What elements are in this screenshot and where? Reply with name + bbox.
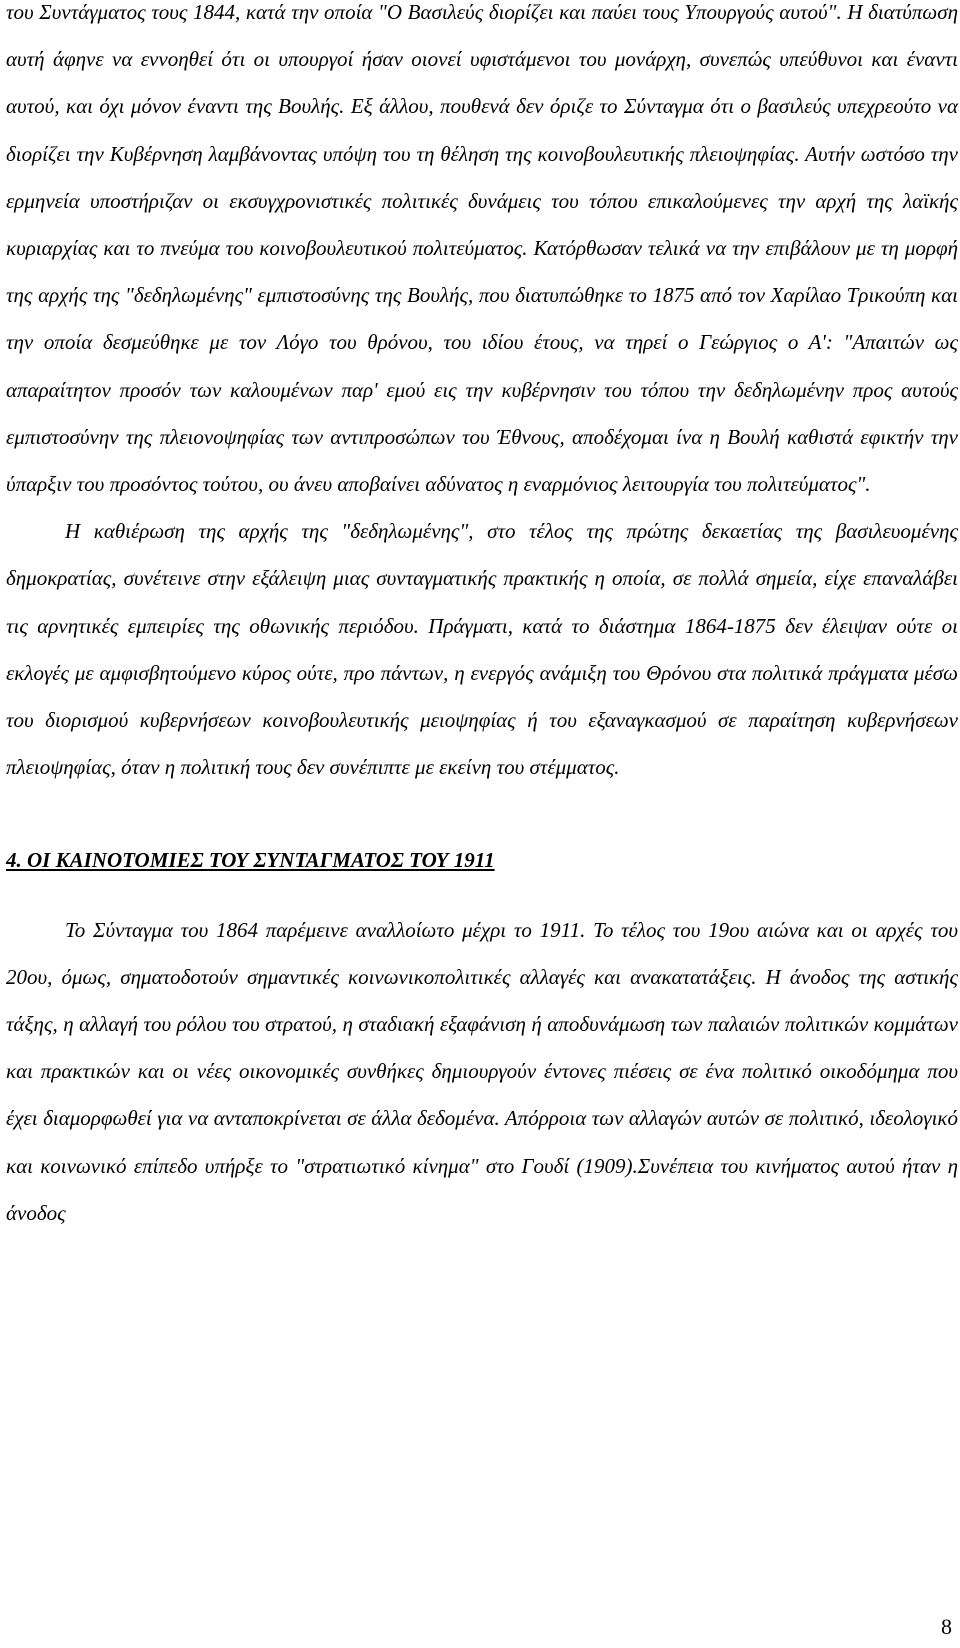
section-paragraph-1911: Το Σύνταγμα του 1864 παρέμεινε αναλλοίωτο μέχρι το 1911. Το τέλος του 19ου αιώνα και οι αρχές του 20ου, όμως, σηματοδοτούν σημαντικές κοινωνικοπολιτικές αλλαγές και ανακατατάξεις. Η άνοδος της αστικής τάξης, η αλλαγή του ρόλου του στρατού, η σταδιακή εξαφάνιση ή αποδυνάμωση των παλαιών πολιτικών κομμάτων και πρακτικών και οι νέες οικονομικές συνθήκες δημιουργούν έντονες πιέσεις σε ένα πολιτικό οικοδόμημα που έχει διαμορφωθεί για να ανταποκρίνεται σε άλλα δεδομένα. Απόρροια των αλλαγών αυτών σε πολιτικό, ιδεολογικό και κοινωνικό επίπεδο υπήρξε το "στρατιωτικό κίνημα" στο Γουδί (1909).Συνέπεια του κινήματος αυτού ήταν η άνοδος [6, 917, 958, 1225]
body-paragraph-dedilomeni: Η καθιέρωση της αρχής της "δεδηλωμένης", στο τέλος της πρώτης δεκαετίας της βασιλευομένης δημοκρατίας, συνέτεινε στην εξάλειψη μιας συνταγματικής πρακτικής η οποία, σε πολλά σημεία, είχε επαναλάβει τις αρνητικές εμπειρίες της οθωνικής περιόδου. Πράγματι, κατά το διάστημα 1864-1875 δεν έλειψαν ούτε οι εκλογές με αμφισβητούμενο κύρος ούτε, προ πάντων, η ενεργός ανάμιξη του Θρόνου στα πολιτικά πράγματα μέσω του διορισμού κυβερνήσεων κοινοβουλευτικής μειοψηφίας ή του εξαναγκασμού σε παραίτηση κυβερνήσεων πλειοψηφίας, όταν η πολιτική τους δεν συνέπιπτε με εκείνη του στέμματος. [6, 519, 958, 780]
body-paragraph-continued: του Συντάγματος τους 1844, κατά την οποία "Ο Βασιλεύς διορίζει και παύει τους Υπουργούς αυτού". Η διατύπωση αυτή άφηνε να εννοηθεί ότι οι υπουργοί ήσαν οιονεί υφιστάμενοι του μονάρχη, συνεπώς υπεύθυνοι και έναντι αυτού, και όχι μόνον έναντι της Βουλής. Εξ άλλου, πουθενά δεν όριζε το Σύνταγμα ότι ο βασιλεύς υπεχρεούτο να διορίζει την Κυβέρνηση λαμβάνοντας υπόψη του τη θέληση της κοινοβουλευτικής πλειοψηφίας. Αυτήν ωστόσο την ερμηνεία υποστήριζαν οι εκσυγχρονιστικές πολιτικές δυνάμεις του τόπου επικαλούμενες την αρχή της λαϊκής κυριαρχίας και το πνεύμα του κοινοβουλευτικού πολιτεύματος. Κατόρθωσαν τελικά να την επιβάλουν με τη μορφή της αρχής της "δεδηλωμένης" εμπιστοσύνης της Βουλής, που διατυπώθηκε το 1875 από τον Χαρίλαο Τρικούπη και την οποία δεσμεύθηκε με τον Λόγο του θρόνου, του ιδίου έτους, να τηρεί ο Γεώργιος ο Α': "Απαιτών ως απαραίτητον προσόν των καλουμένων παρ' εμού εις την κυβέρνησιν του τόπου την δεδηλωμένην προς αυτούς εμπιστοσύνην της πλειονοψηφίας των αντιπροσώπων του Έθνους, αποδέχομαι ίνα η Βουλή καθιστά εφικτήν την ύπαρξιν του προσόντος τούτου, ου άνευ αποβαίνει αδύνατος η εναρμόνιος λειτουργία του πολιτεύματος". [6, 0, 958, 497]
page-number: 8 [941, 1614, 952, 1639]
section-heading: 4. ΟΙ ΚΑΙΝΟΤΟΜΙΕΣ ΤΟΥ ΣΥΝΤΑΓΜΑΤΟΣ ΤΟΥ 1911 [6, 848, 495, 873]
document-page [6, 0, 958, 1648]
